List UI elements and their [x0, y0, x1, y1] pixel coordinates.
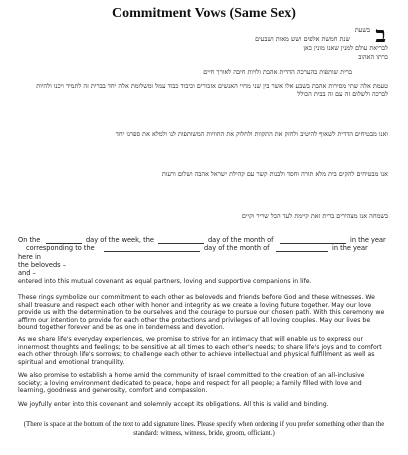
joyfully-paragraph: We joyfully enter into this covenant and solemnly accept its obligations. All this is valid and binding. [18, 401, 329, 408]
hebrew-paragraph-1: טעמת אלה שתי מסירות אהבת בשבע אלו אשר בין שני מחיי האנשים אזכורים וכיבוד כבוד עמל ומשלומת אלה יחד בברית זה לתמיד ויכנו ולהיות לברכה ולשלום זה עם זה בבית הכולל [36, 82, 388, 99]
blank-day[interactable] [158, 236, 204, 244]
hebrew-city-line: כרתו האהוב [358, 53, 388, 61]
english-paragraph-3 [18, 372, 390, 396]
label-and: and – [18, 269, 36, 277]
label-day-of-month-2: day of the month of [204, 244, 270, 252]
blank-corresponding-day[interactable] [104, 244, 200, 252]
share-life-paragraph: As we share life's everyday experiences, we promise to strive for an intimacy that will enable us to express our innermost thoughts and feelings; to be sensitive at all times to each other's needs; to share life's joys and to comfort each other through life's sorrows; to challenge each other to achieve intellectual and physical fulfillment as well as spiritual and emotional tranquility. [18, 336, 382, 366]
home-paragraph: We also promise to establish a home amid the community of Israel committed to the creation of an all-inclusive society; a loving environment dedicated to peace, hope and respect for all people; a family filled with love and learning, goodness and generosity, comfort and compassion. [18, 372, 365, 395]
blank-month-2[interactable] [276, 244, 328, 252]
rings-paragraph: These rings symbolize our commitment to each other as beloveds and friends before God and these witnesses. We shall treasure and respect each other with honor and integrity as we create a loving future together. May our love provide us with the determination to be ourselves and the courage to pursue our chosen path. With this ceremony we affirm our intention to provide for each other the protections and privileges of all loving couples. May our lives be bound together forever and be as one in tenderness and devotion. [18, 294, 385, 332]
document-title: Commitment Vows (Same Sex) [112, 6, 296, 21]
hebrew-paragraph-2: ואנו מבטיחים הדדית לשאוף להיטיב ולחזק את התקוות ולחלוק את החוויות המשותפות לנו ולמלא את ספרנו יחד [115, 130, 388, 138]
english-paragraph-4 [18, 401, 390, 409]
form-row-and [18, 269, 390, 278]
bet-letter-ornament: ב [375, 22, 386, 48]
entered-text: entered into this mutual covenant as equal partners, loving and supportive companions in life. [18, 278, 312, 285]
label-here-in: here in [18, 253, 41, 261]
label-on-the: On the [18, 236, 41, 244]
hebrew-date-word: בשעת [354, 26, 370, 34]
english-paragraph-2 [18, 336, 390, 367]
hebrew-paragraph-3: אנו מבטיחים להקים בית מלא תורה וחסד ולבנות קשר עם קהילת ישראל אהבה ושלום ורעות [161, 170, 388, 178]
english-paragraph-1 [18, 294, 390, 332]
label-corresponding: corresponding to the [26, 244, 95, 252]
label-day-of-week: day of the week, the [86, 236, 154, 244]
label-day-of-month: day of the month of [208, 236, 274, 244]
ordering-note: (There is space at the bottom of the text to add signature lines. Please specify when ordering if you prefer something other than the standard: witness, witness, bride, groom, officiant.) [23, 421, 385, 437]
hebrew-closing-line: בשמחה אנו מצהירים ברית זאת קיימת לעד הכל שריר וקיים [241, 212, 388, 220]
hebrew-line-1: שנת חמשת אלפים ושש מאות ושבעים [255, 35, 350, 43]
hebrew-line-2: לבריאת עולם למנין שאנו מונין כאן [303, 44, 388, 52]
label-in-the-year: in the year [350, 236, 386, 244]
label-the-beloveds: the beloveds – [18, 261, 66, 269]
blank-weekday[interactable] [46, 236, 82, 244]
blank-month[interactable] [280, 236, 346, 244]
english-entered-line [18, 278, 390, 286]
hebrew-covenant-opening: ברית שותפות בהערכה הדדית אהבת ולויות חיבה לאורך חיים [203, 68, 352, 76]
label-in-the-year-2: in the year [332, 244, 368, 252]
